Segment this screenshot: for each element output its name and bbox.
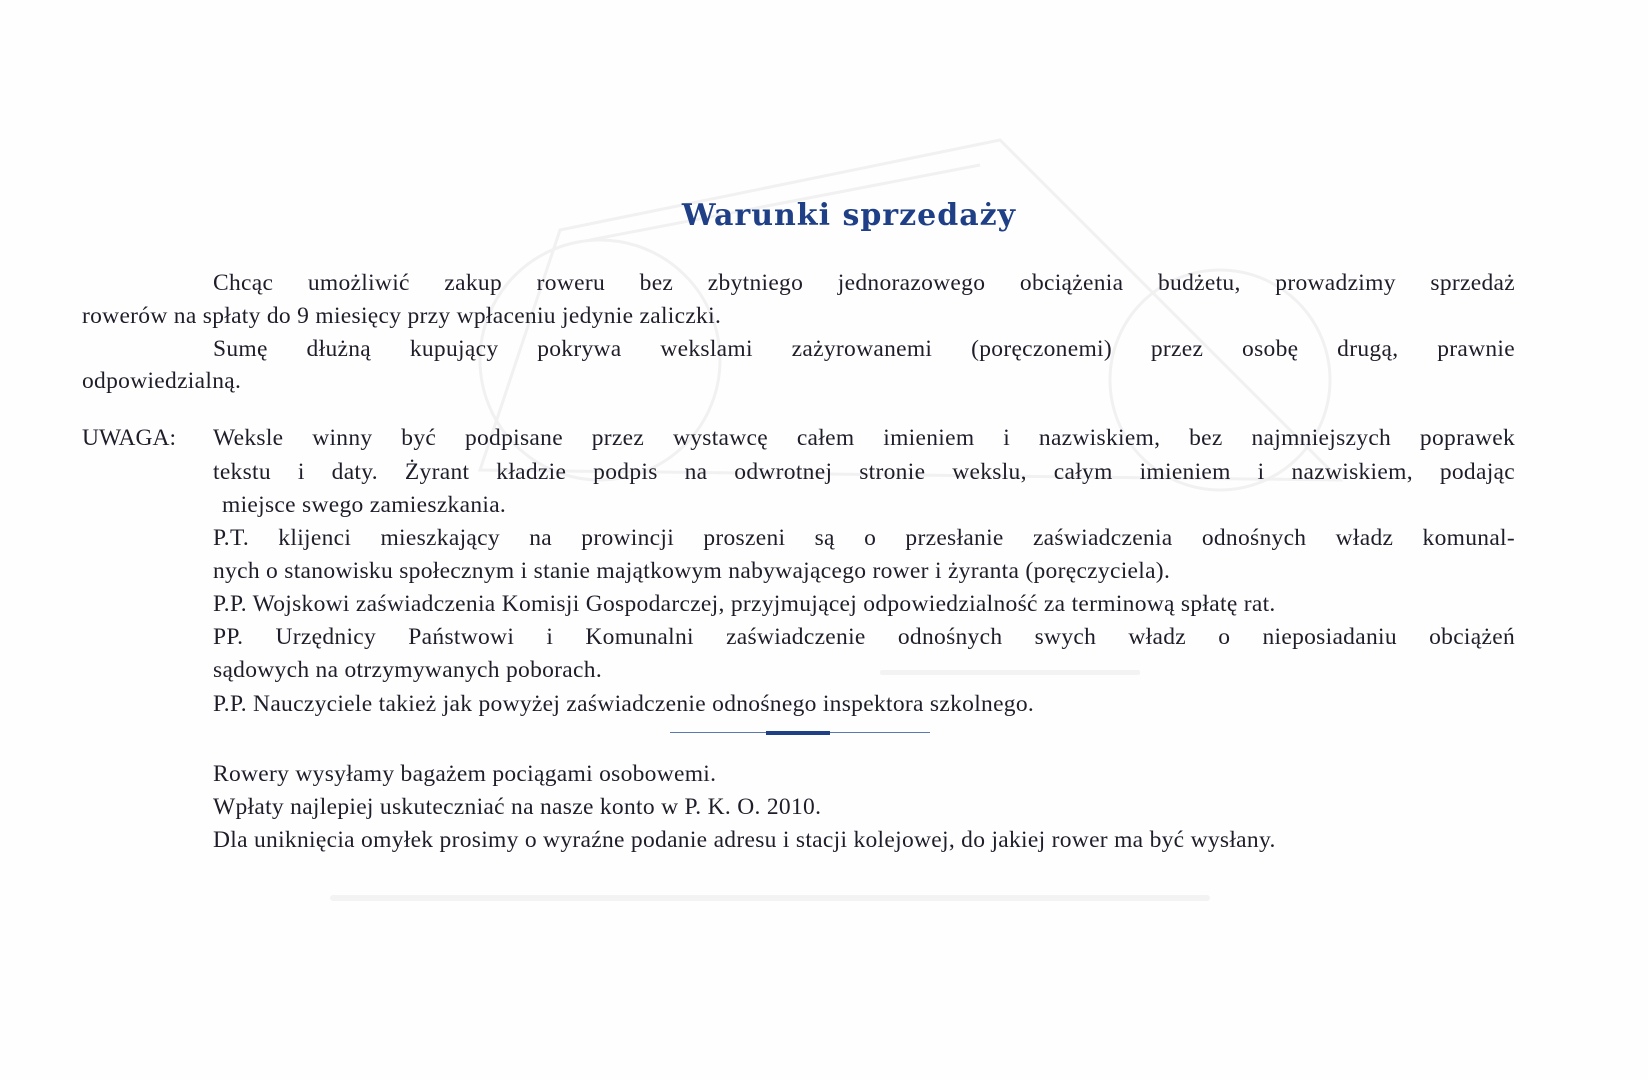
page-title: Warunki sprzedaży <box>681 198 1017 233</box>
uwaga-label: UWAGA: <box>82 425 176 451</box>
uwaga-line-1: Weksle winny być podpisane przez wystawcę całem imieniem i nazwiskiem, bez najmniejszych poprawek <box>213 425 1515 451</box>
intro-paragraph-1-line-2: rowerów na spłaty do 9 miesięcy przy wpłaceniu jedynie zaliczki. <box>82 303 722 329</box>
closing-line-3: Dla uniknięcia omyłek prosimy o wyraźne podanie adresu i stacji kolejowej, do jakiej rower ma być wysłany. <box>213 827 1276 853</box>
section-divider <box>670 731 930 734</box>
uwaga-line-3: miejsce swego zamieszkania. <box>222 492 507 518</box>
intro-paragraph-2-line-1: Sumę dłużną kupujący pokrywa wekslami zażyrowanemi (poręczonemi) przez osobę drugą, prawnie <box>213 336 1515 362</box>
intro-paragraph-2-line-2: odpowiedzialną. <box>82 368 242 394</box>
uwaga-line-7: PP. Urzędnicy Państwowi i Komunalni zaświadczenie odnośnych swych władz o nieposiadaniu obciążeń <box>213 624 1515 650</box>
closing-line-1: Rowery wysyłamy bagażem pociągami osobowemi. <box>213 761 717 787</box>
closing-line-2: Wpłaty najlepiej uskuteczniać na nasze konto w P. K. O. 2010. <box>213 794 822 820</box>
uwaga-line-6: P.P. Wojskowi zaświadczenia Komisji Gospodarczej, przyjmującej odpowiedzialność za terminową spłatę rat. <box>213 591 1276 617</box>
uwaga-line-4: P.T. klijenci mieszkający na prowincji proszeni są o przesłanie zaświadczenia odnośnych władz komunal- <box>213 525 1515 551</box>
intro-paragraph-1-line-1: Chcąc umożliwić zakup roweru bez zbytniego jednorazowego obciążenia budżetu, prowadzimy sprzedaż <box>213 270 1515 296</box>
uwaga-line-2: tekstu i daty. Żyrant kładzie podpis na odwrotnej stronie wekslu, całym imieniem i nazwiskiem, podając <box>213 459 1515 485</box>
uwaga-line-5: nych o stanowisku społecznym i stanie majątkowym nabywającego rower i żyranta (poręczyciela). <box>213 558 1171 584</box>
uwaga-line-8: sądowych na otrzymywanych poborach. <box>213 657 602 683</box>
uwaga-line-9: P.P. Nauczyciele takież jak powyżej zaświadczenie odnośnego inspektora szkolnego. <box>213 691 1035 717</box>
divider-thick-rule <box>766 731 830 735</box>
